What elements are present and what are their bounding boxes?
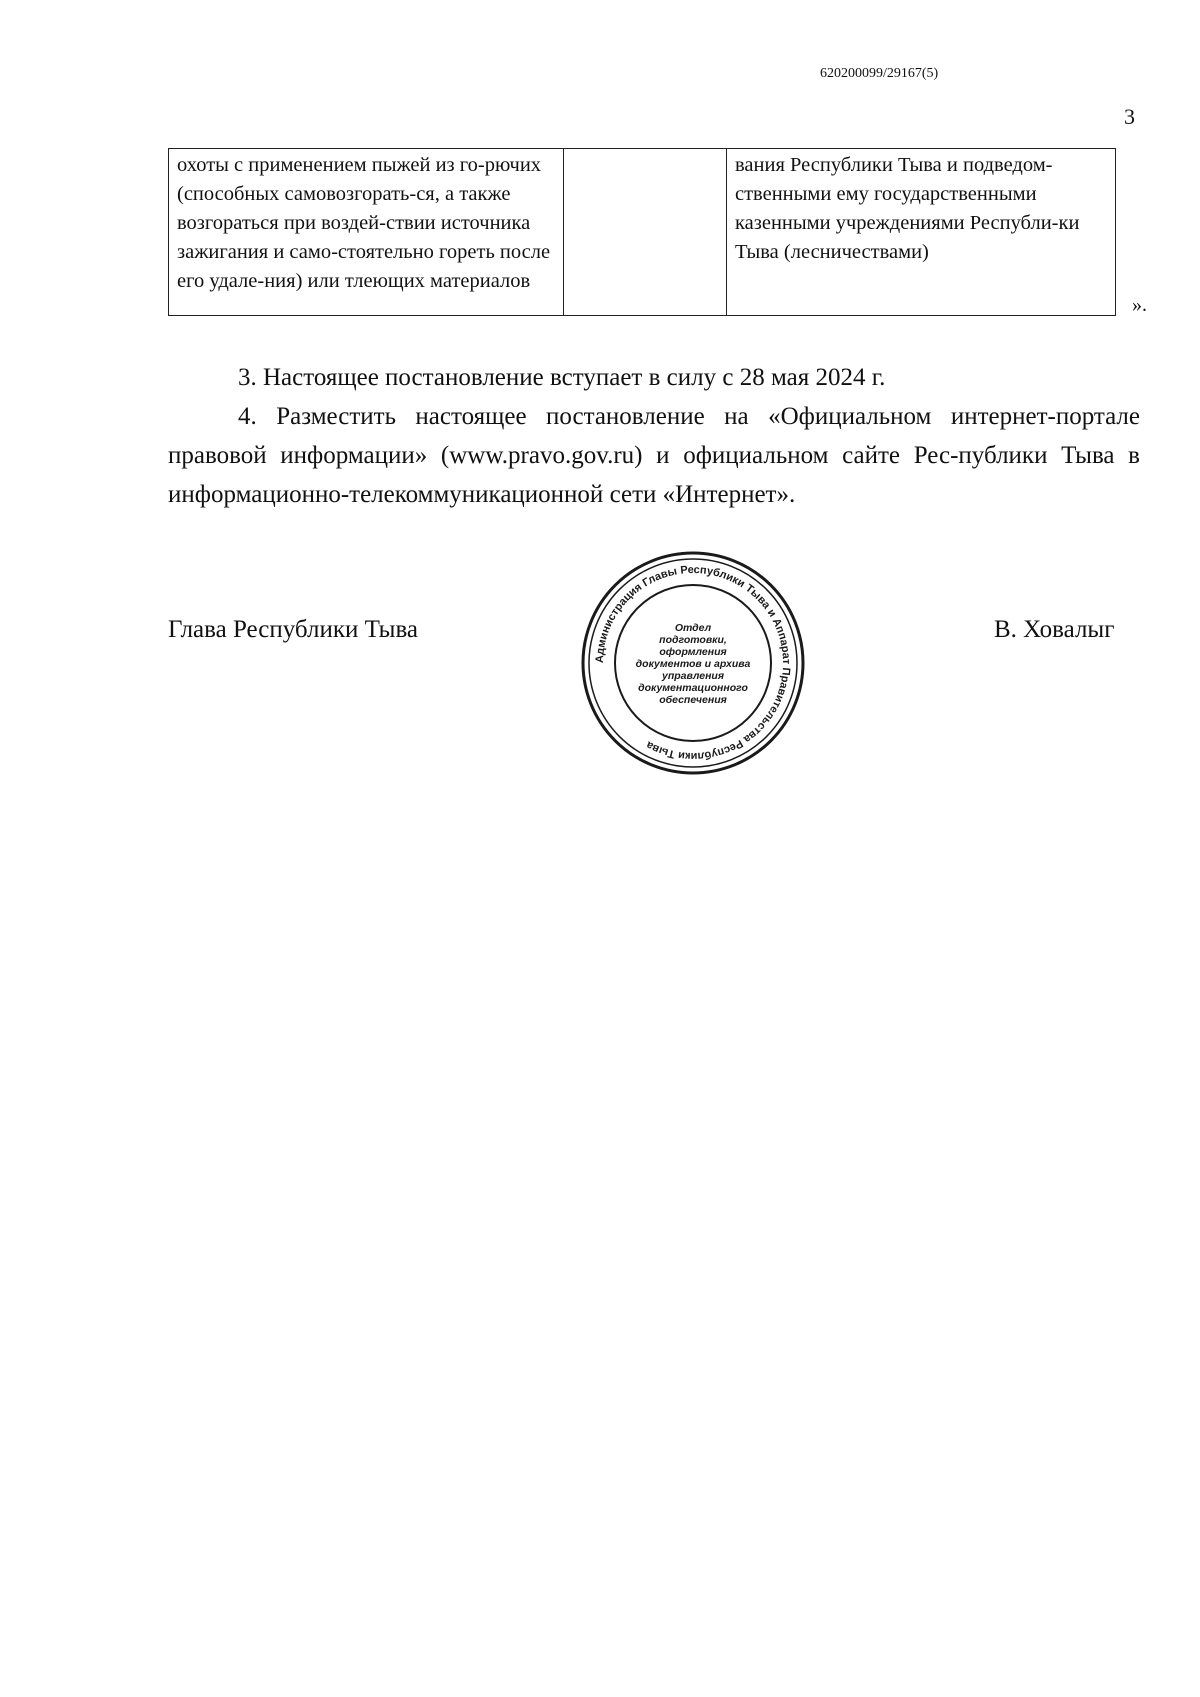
table-row: [169, 149, 1116, 316]
seal-center-line: подготовки,: [659, 634, 727, 646]
seal-center-line: оформления: [659, 646, 727, 658]
seal-center-line: управления: [661, 670, 725, 682]
seal-center-text: [636, 622, 751, 706]
seal-center-line: документационного: [638, 682, 748, 694]
signatory-title: Глава Республики Тыва: [168, 616, 419, 643]
table-cell-col3: вания Республики Тыва и подведом-ственными ему государственными казенными учреждениями Республи-ки Тыва (лесничествами): [727, 149, 1116, 316]
paragraph-4: 4. Разместить настоящее постановление на «Официальном интернет-портале правовой информации» (www.pravo.gov.ru) и официальном сайте Рес-публики Тыва в информационно-телекоммуникационной сети «Интернет».: [168, 403, 1140, 508]
signatory-name: В. Ховалыг: [994, 616, 1115, 643]
paragraph-3: 3. Настоящее постановление вступает в силу с 28 мая 2024 г.: [238, 364, 886, 391]
page-number: 3: [1124, 104, 1135, 129]
closing-quote: ».: [1132, 294, 1147, 316]
continuation-table: [168, 148, 1116, 316]
seal-center-line: Отдел: [674, 622, 712, 634]
table-cell-col1: охоты с применением пыжей из го-рючих (способных самовозгорать-ся, а также возгораться при воздей-ствии источника зажигания и само-стоятельно гореть после его удале-ния) или тлеющих материалов: [169, 149, 564, 316]
seal-center-line: документов и архива: [635, 658, 751, 670]
doc-number: 620200099/29167(5): [820, 66, 939, 81]
seal-center-line: обеспечения: [659, 694, 727, 706]
official-seal: [578, 548, 808, 778]
seal-ring-text: Администрация Главы Республики Тыва и Аппарат Правительства Республики Тыва: [593, 563, 793, 763]
table-cell-col2: [564, 149, 727, 316]
